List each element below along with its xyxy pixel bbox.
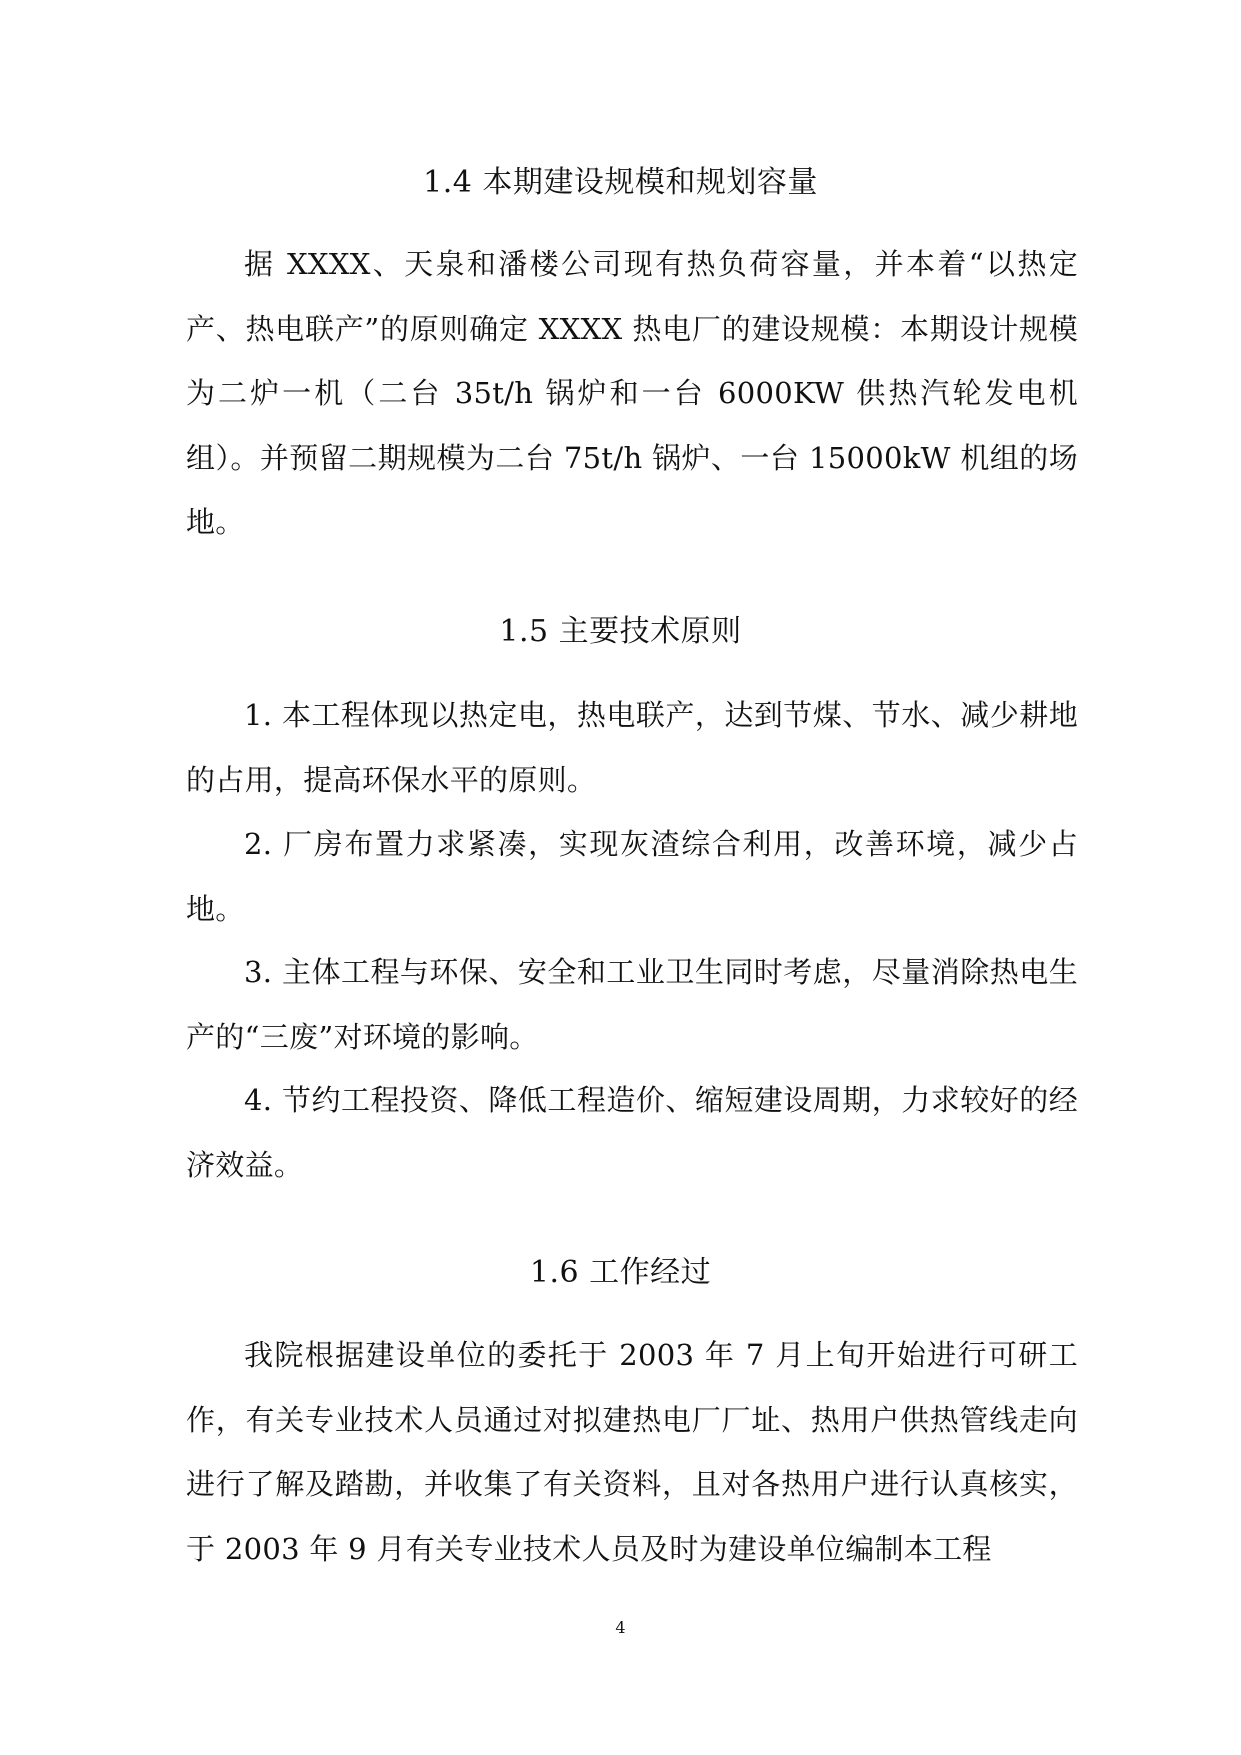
paragraph-work-process: 我院根据建设单位的委托于 2003 年 7 月上旬开始进行可研工作，有关专业技术人员通过对拟建热电厂厂址、热用户供热管线走向进行了解及踏勘，并收集了有关资料，且对各热用户进行认真核实，于 2003 年 9 月有关专业技术人员及时为建设单位编制本工程 — [186, 1338, 1078, 1566]
principle-item-4: 4. 节约工程投资、降低工程造价、缩短建设周期，力求较好的经济效益。 — [186, 1083, 1078, 1182]
paragraph-scale: 据 XXXX、天泉和潘楼公司现有热负荷容量，并本着“以热定产、热电联产”的原则确定 XXXX 热电厂的建设规模：本期设计规模为二炉一机（二台 35t/h 锅炉和一台 6000KW 供热汽轮发电机组）。并预留二期规模为二台 75t/h 锅炉、一台 15000kW 机组的场地。 — [186, 247, 1078, 539]
section-heading-1-6: 1.6 工作经过 — [529, 1255, 712, 1290]
principle-item-1: 1. 本工程体现以热定电，热电联产，达到节煤、节水、减少耕地的占用，提高环保水平的原则。 — [186, 698, 1078, 797]
section-heading-1-5: 1.5 主要技术原则 — [499, 614, 742, 649]
principle-item-2: 2. 厂房布置力求紧凑，实现灰渣综合利用，改善环境，减少占地。 — [186, 827, 1078, 926]
principle-item-3: 3. 主体工程与环保、安全和工业卫生同时考虑，尽量消除热电生产的“三废”对环境的影响。 — [186, 955, 1078, 1054]
page-number: 4 — [615, 1618, 626, 1637]
section-heading-1-4: 1.4 本期建设规模和规划容量 — [423, 165, 818, 200]
